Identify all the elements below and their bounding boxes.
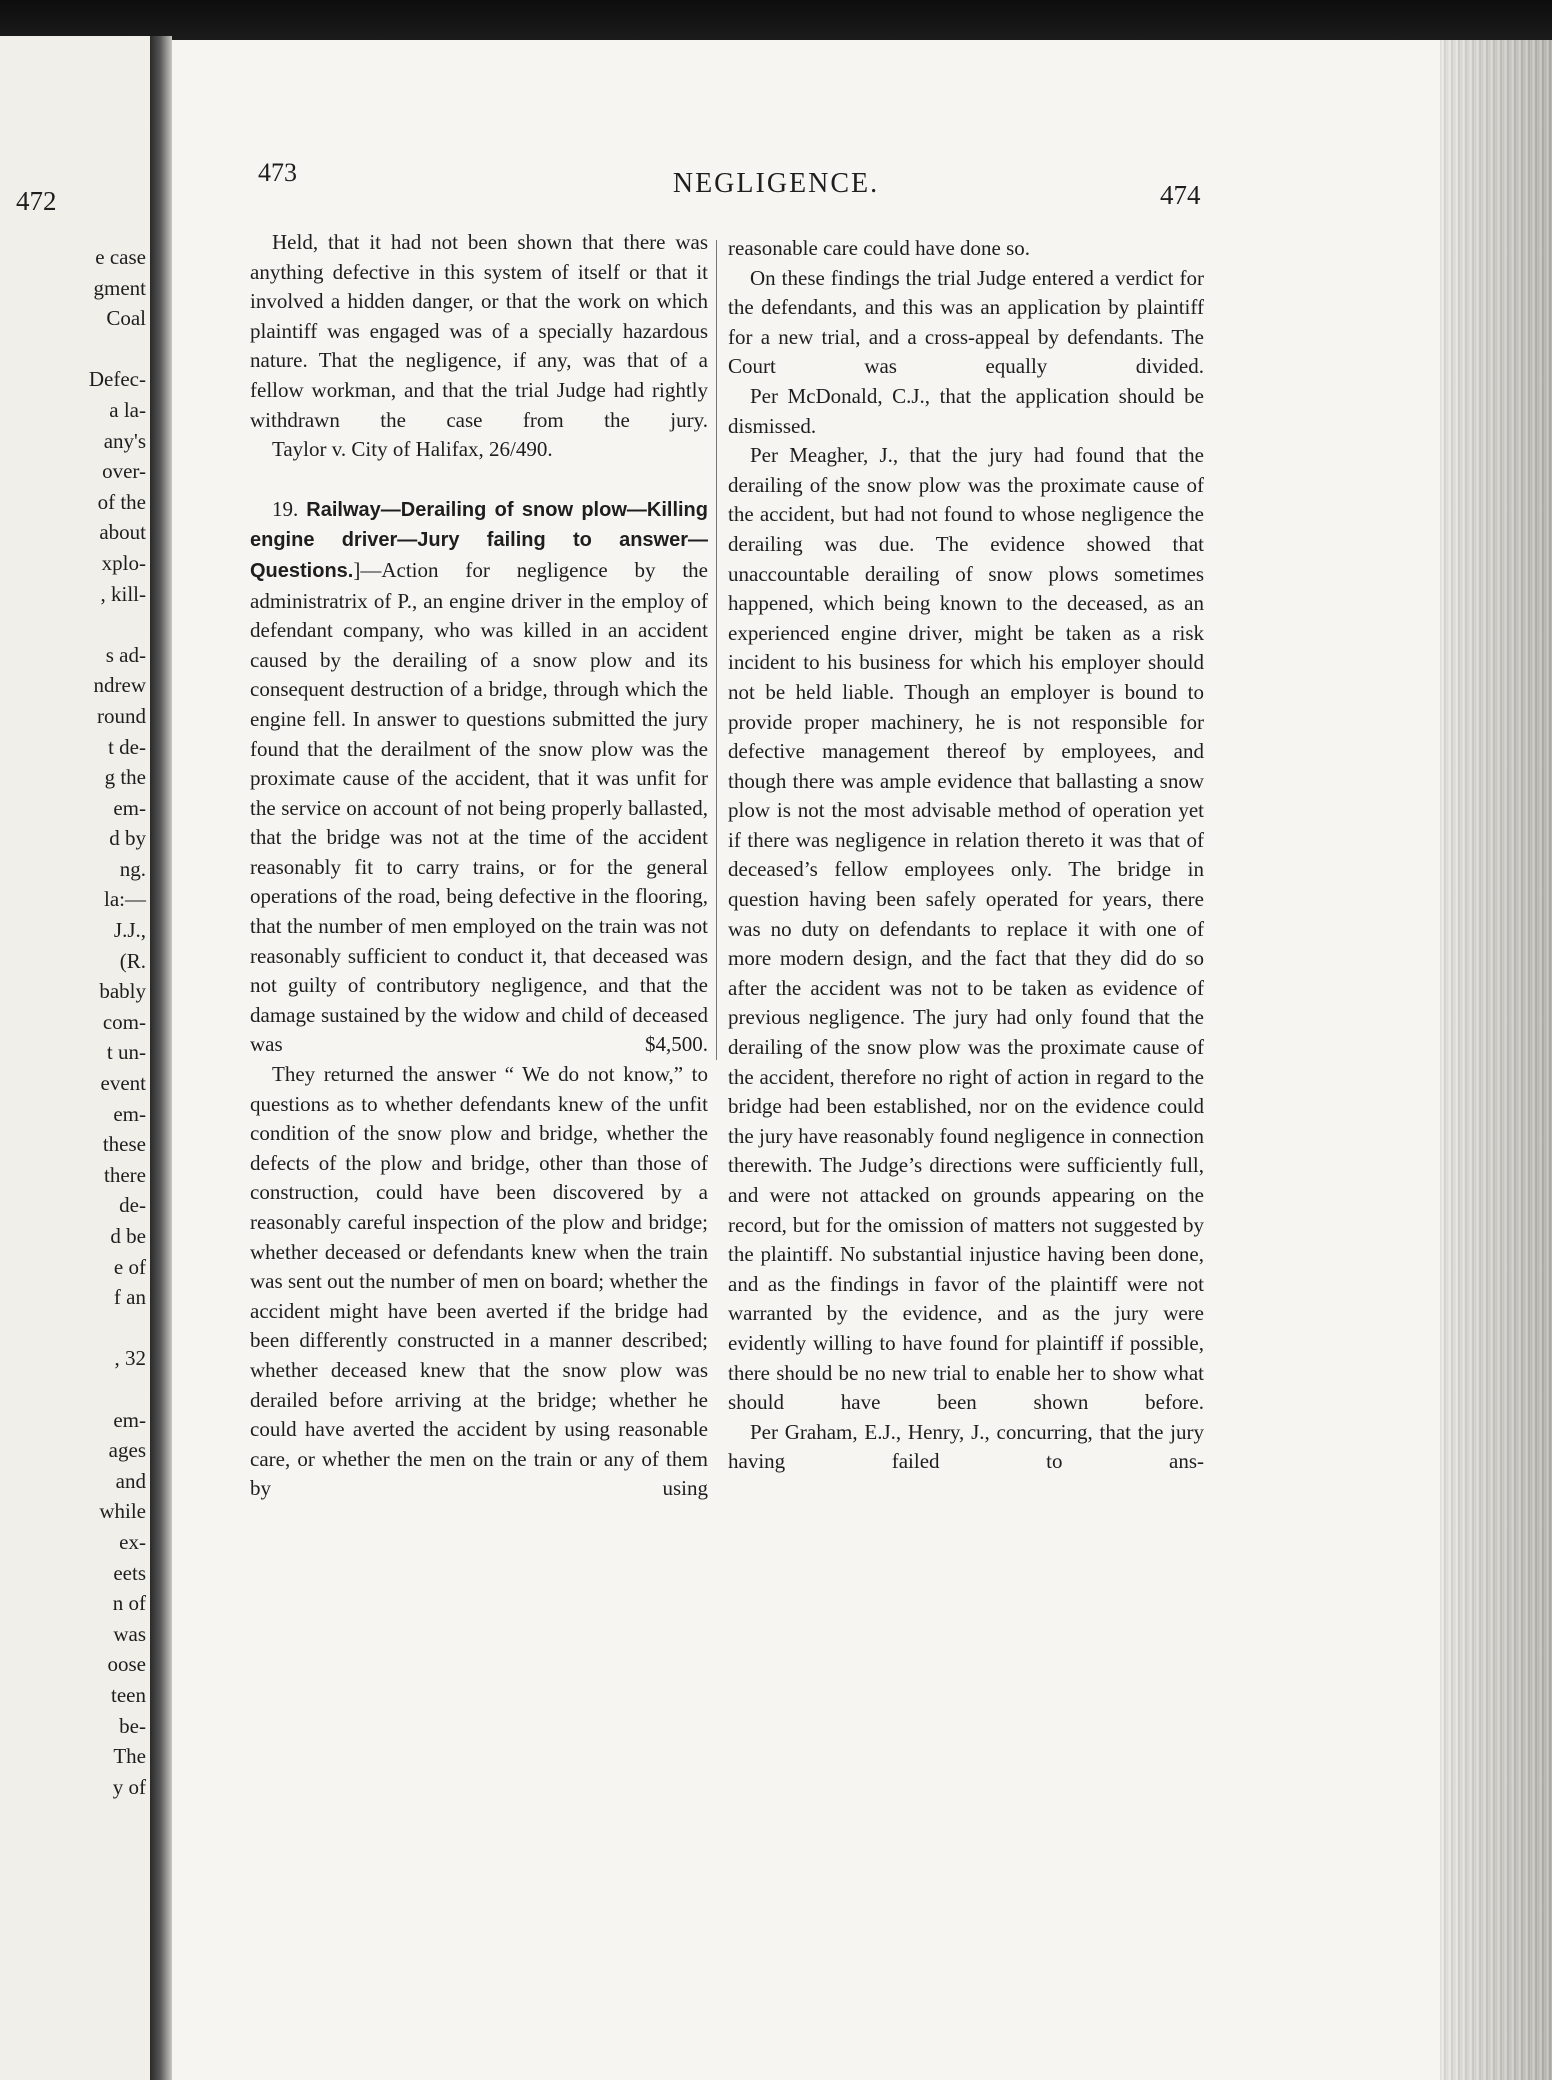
column-rule	[716, 240, 717, 1060]
facing-page-fragment: ex-	[119, 1529, 146, 1554]
facing-page-fragment: s ad-	[105, 642, 146, 667]
section-body: ]—Action for negligence by the administratrix of P., an engine driver in the employ of defendant company, who was killed in an accident caused by the derailing of a snow plow and its consequent destruction of a bridge, through which the engine fell. In answer to questions submitted the jury found that the derailment of the snow plow was the proximate cause of the accident, that it was unfit for the service on account of not being properly ballasted, that the bridge was not at the time of the accident reasonably fit to carry trains, or for the general operations of the road, being defective in the flooring, that the number of men employed on the train was not reasonably sufficient to conduct it, that deceased was not guilty of contributory negligence, and that the damage sustained by the widow and child of deceased was $4,500.	[250, 557, 708, 1057]
facing-page-fragment	[6, 1374, 146, 1405]
facing-page-fragment: (R.	[119, 948, 146, 973]
facing-page-fragment: round	[97, 703, 146, 728]
section-number: 19.	[272, 496, 299, 521]
page-number-right: 474	[1160, 180, 1201, 210]
facing-page-fragment: while	[99, 1499, 146, 1524]
continued-line: reasonable care could have done so.	[728, 236, 1031, 260]
facing-page-fragment: ages	[108, 1438, 146, 1463]
facing-page-fragment: com-	[102, 1009, 146, 1034]
facing-page-fragment: xplo-	[101, 550, 146, 575]
facing-page-fragment: eets	[113, 1560, 146, 1585]
facing-page-fragment: e of	[113, 1254, 146, 1279]
facing-page-fragment: n of	[112, 1591, 146, 1616]
facing-page-fragment: d be	[110, 1224, 146, 1248]
facing-page-fragment: there	[104, 1162, 146, 1187]
facing-page-fragment: a la-	[109, 397, 146, 422]
facing-page-fragment: gment	[93, 275, 146, 300]
facing-page-fragment: over-	[102, 459, 146, 484]
facing-page-fragment: was	[113, 1621, 146, 1646]
facing-page-fragment: and	[115, 1468, 146, 1493]
facing-page-fragment: about	[99, 520, 146, 545]
meagher-paragraph: Per Meagher, J., that the jury had found that the derailing of the snow plow was the proximate cause of the accident, but had not found to whose negligence the derailing was due. The evidence showed that unaccountable derailing of snow plows sometimes happened, which being known to the deceased, as an experienced engine driver, might be taken as a risk incident to his business for which his employer should not be held liable. Though an employer is bound to provide proper machinery, he is not responsible for defective management thereof by employees, and though there was ample evidence that ballasting a snow plow is not the most advisable method of operation yet if there was negligence in relation thereto it was that of deceased’s fellow employees only. The bridge in question having been safely operated for years, there was no duty on defendants to replace it with one of more modern design, and the fact that they did do so after the accident was not to be taken as evidence of previous negligence. The jury had only found that the derailing of the snow plow was the proximate cause of the accident, therefore no right of action in regard to the bridge had been established, nor on the evidence could the jury have reasonably found negligence in connection therewith. The Judge’s directions were sufficiently full, and were not attacked on grounds appearing on the record, but for the omission of matters not suggested by the plaintiff. No substantial injustice having been done, and as the findings in favor of the plaintiff were not warranted by the evidence, and as the jury were evidently willing to have found for plaintiff if possible, there should be no new trial to enable her to show what should have been shown before.	[728, 443, 1204, 1415]
facing-page-fragment: e case	[95, 245, 146, 269]
facing-page-fragment: of the	[97, 489, 146, 514]
facing-page-fragment: any's	[103, 428, 146, 453]
facing-page-fragment: g the	[104, 765, 146, 790]
facing-page-fragment: event	[100, 1071, 146, 1096]
facing-page-fragment: la:—	[104, 887, 146, 912]
text-column-right	[728, 234, 1204, 1477]
facing-page-fragment: f an	[113, 1285, 146, 1310]
section-heading: Railway—Derailing of snow plow—Killing engine driver—Jury failing to answer—Questions.	[250, 498, 708, 582]
facing-page-text-fragments	[6, 242, 146, 1802]
page-edges-shade	[1440, 40, 1552, 2080]
running-head: NEGLIGENCE.	[672, 168, 880, 199]
findings-paragraph: On these findings the trial Judge entered a verdict for the defendants, and this was an application by plaintiff for a new trial, and a cross-appeal by defendants. The Court was equally divided.	[728, 265, 1204, 379]
facing-page-fragment: oose	[107, 1652, 146, 1677]
facing-page-fragment: Coal	[106, 306, 146, 331]
book-gutter	[150, 36, 172, 2080]
facing-page-fragment: em-	[113, 1101, 146, 1126]
held-paragraph: Held, that it had not been shown that there was anything defective in this system of itself or that it involved a hidden danger, or that the work on which plaintiff was engaged was of a specially hazardous nature. That the negligence, if any, was that of a fellow workman, and that the trial Judge had rightly withdrawn the case from the jury.	[250, 230, 708, 432]
facing-page-fragment: , kill-	[100, 581, 146, 606]
facing-page-fragment: Defec-	[88, 367, 146, 392]
facing-page-fragment: de-	[119, 1193, 146, 1218]
facing-page-fragment: these	[102, 1132, 146, 1157]
facing-page-fragment: , 32	[114, 1346, 146, 1371]
mcdonald-paragraph: Per McDonald, C.J., that the application should be dismissed.	[728, 383, 1204, 438]
returned-answer-paragraph: They returned the answer “ We do not know,” to questions as to whether defendants knew of the unfit condition of the snow plow and bridge, whether the defects of the plow and bridge, other than those of construction, could have been discovered by a reasonably careful inspection of the plow and bridge; whether deceased or defendants knew when the train was sent out the number of men on board; whether the accident might have been averted if the bridge had been differently constructed in a manner described; whether deceased knew that the snow plow was derailed before arriving at the bridge; whether he could have averted the accident by using reasonable care, or whether the men on the train or any of them by using	[250, 1062, 708, 1501]
facing-page-fragment	[6, 1313, 146, 1344]
page-number-left: 473	[258, 158, 297, 187]
facing-page-fragment: J.J.,	[113, 918, 146, 943]
facing-page-fragment: The	[113, 1744, 146, 1769]
section-19	[250, 495, 708, 1060]
text-column-left	[250, 228, 708, 1504]
facing-page-fragment: teen	[111, 1682, 146, 1707]
facing-page-fragment: y of	[112, 1774, 146, 1799]
facing-page-fragment: t un-	[106, 1040, 146, 1065]
facing-page-fragment: d by	[109, 826, 146, 851]
facing-page-fragment: ndrew	[93, 673, 146, 698]
facing-page-number: 472	[16, 186, 57, 216]
facing-page-fragment: bably	[99, 979, 146, 1004]
facing-page-fragment: em-	[113, 1407, 146, 1432]
facing-page-fragment: ng.	[119, 856, 146, 881]
facing-page-fragment: t de-	[108, 734, 146, 759]
facing-page-fragment: be-	[119, 1713, 146, 1738]
graham-paragraph: Per Graham, E.J., Henry, J., concurring, that the jury having failed to ans-	[728, 1419, 1204, 1474]
facing-page-fragment	[6, 334, 146, 365]
facing-page-472	[0, 36, 150, 2080]
facing-page-fragment	[6, 609, 146, 640]
case-citation: Taylor v. City of Halifax, 26/490.	[272, 437, 553, 462]
facing-page-fragment: em-	[113, 795, 146, 820]
